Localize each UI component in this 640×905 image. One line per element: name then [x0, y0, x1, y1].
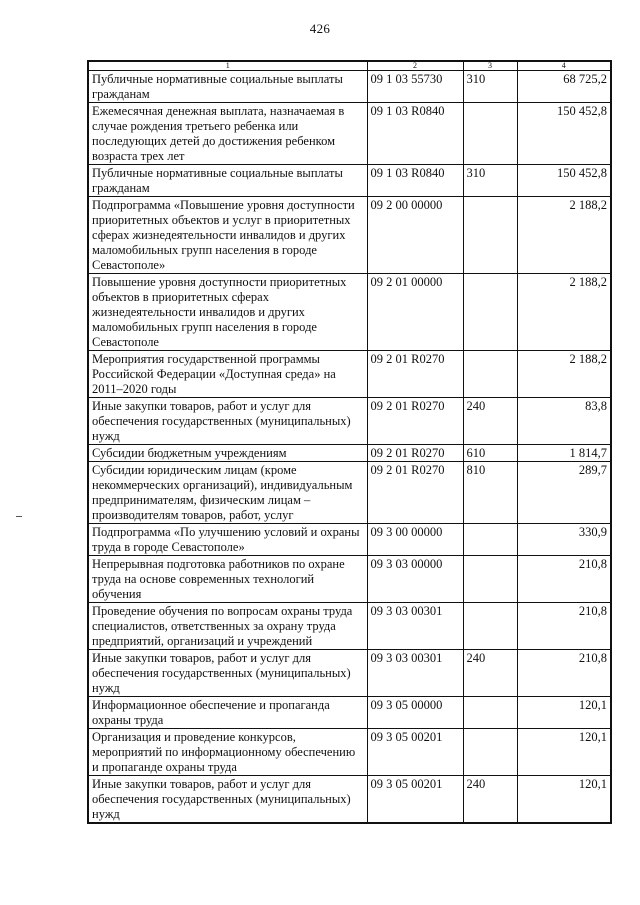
column-header-2: 2: [367, 61, 463, 71]
expense-type-cell: 610: [463, 445, 517, 462]
amount-cell: 120,1: [517, 776, 611, 824]
header-row: [88, 61, 611, 71]
table-row: [88, 650, 611, 697]
target-code-cell: 09 1 03 R0840: [367, 103, 463, 165]
expense-type-cell: [463, 197, 517, 274]
amount-cell: 210,8: [517, 650, 611, 697]
table-row: [88, 462, 611, 524]
table-row: [88, 524, 611, 556]
target-code-cell: 09 2 00 00000: [367, 197, 463, 274]
expense-type-cell: [463, 697, 517, 729]
table-row: [88, 556, 611, 603]
table-row: [88, 729, 611, 776]
expense-type-cell: 240: [463, 650, 517, 697]
item-name-cell: Ежемесячная денежная выплата, назначаемая в случае рождения третьего ребенка или последующих детей до достижения ребенком возраста трех лет: [88, 103, 367, 165]
table-row: [88, 274, 611, 351]
expense-type-cell: [463, 556, 517, 603]
item-name-cell: Субсидии бюджетным учреждениям: [88, 445, 367, 462]
target-code-cell: 09 3 05 00000: [367, 697, 463, 729]
amount-cell: 150 452,8: [517, 165, 611, 197]
item-name-cell: Проведение обучения по вопросам охраны труда специалистов, ответственных за охрану труда предприятий, организаций и учреждений: [88, 603, 367, 650]
target-code-cell: 09 3 05 00201: [367, 729, 463, 776]
amount-cell: 2 188,2: [517, 274, 611, 351]
table-row: [88, 398, 611, 445]
target-code-cell: 09 2 01 R0270: [367, 462, 463, 524]
expense-type-cell: 240: [463, 398, 517, 445]
target-code-cell: 09 2 01 R0270: [367, 351, 463, 398]
target-code-cell: 09 1 03 R0840: [367, 165, 463, 197]
amount-cell: 68 725,2: [517, 71, 611, 103]
item-name-cell: Информационное обеспечение и пропаганда охраны труда: [88, 697, 367, 729]
item-name-cell: Иные закупки товаров, работ и услуг для обеспечения государственных (муниципальных) нужд: [88, 650, 367, 697]
target-code-cell: 09 3 03 00301: [367, 650, 463, 697]
target-code-cell: 09 2 01 00000: [367, 274, 463, 351]
amount-cell: 1 814,7: [517, 445, 611, 462]
amount-cell: 83,8: [517, 398, 611, 445]
amount-cell: 150 452,8: [517, 103, 611, 165]
table-row: [88, 197, 611, 274]
item-name-cell: Организация и проведение конкурсов, мероприятий по информационному обеспечению и пропаганде охраны труда: [88, 729, 367, 776]
item-name-cell: Иные закупки товаров, работ и услуг для обеспечения государственных (муниципальных) нужд: [88, 776, 367, 824]
table-row: [88, 165, 611, 197]
column-header-1: 1: [88, 61, 367, 71]
expense-type-cell: 310: [463, 71, 517, 103]
table-body: [88, 71, 611, 824]
target-code-cell: 09 3 03 00301: [367, 603, 463, 650]
amount-cell: 289,7: [517, 462, 611, 524]
amount-cell: 210,8: [517, 603, 611, 650]
expense-type-cell: [463, 274, 517, 351]
column-header-4: 4: [517, 61, 611, 71]
target-code-cell: 09 3 00 00000: [367, 524, 463, 556]
item-name-cell: Непрерывная подготовка работников по охране труда на основе современных технологий обучения: [88, 556, 367, 603]
item-name-cell: Повышение уровня доступности приоритетных объектов в приоритетных сферах жизнедеятельности инвалидов и других маломобильных групп населения в городе Севастополе: [88, 274, 367, 351]
item-name-cell: Подпрограмма «По улучшению условий и охраны труда в городе Севастополе»: [88, 524, 367, 556]
expense-type-cell: [463, 729, 517, 776]
table-row: [88, 351, 611, 398]
item-name-cell: Подпрограмма «Повышение уровня доступности приоритетных объектов и услуг в приоритетных сферах жизнедеятельности инвалидов и других маломобильных групп населения в городе Севастополе»: [88, 197, 367, 274]
expense-type-cell: 810: [463, 462, 517, 524]
item-name-cell: Публичные нормативные социальные выплаты гражданам: [88, 71, 367, 103]
amount-cell: 120,1: [517, 729, 611, 776]
table-row: [88, 71, 611, 103]
expense-type-cell: 310: [463, 165, 517, 197]
target-code-cell: 09 1 03 55730: [367, 71, 463, 103]
expense-type-cell: [463, 103, 517, 165]
item-name-cell: Мероприятия государственной программы Российской Федерации «Доступная среда» на 2011–2020 годы: [88, 351, 367, 398]
expense-type-cell: [463, 351, 517, 398]
table-row: [88, 103, 611, 165]
expense-type-cell: 240: [463, 776, 517, 824]
target-code-cell: 09 3 05 00201: [367, 776, 463, 824]
table-header: [88, 61, 611, 71]
budget-table: [87, 60, 612, 824]
target-code-cell: 09 2 01 R0270: [367, 398, 463, 445]
table-row: [88, 603, 611, 650]
item-name-cell: Публичные нормативные социальные выплаты гражданам: [88, 165, 367, 197]
amount-cell: 120,1: [517, 697, 611, 729]
target-code-cell: 09 2 01 R0270: [367, 445, 463, 462]
amount-cell: 210,8: [517, 556, 611, 603]
expense-type-cell: [463, 603, 517, 650]
target-code-cell: 09 3 03 00000: [367, 556, 463, 603]
amount-cell: 2 188,2: [517, 197, 611, 274]
expense-type-cell: [463, 524, 517, 556]
item-name-cell: Субсидии юридическим лицам (кроме некоммерческих организаций), индивидуальным предпринимателям, физическим лицам – производителям товаров, работ, услуг: [88, 462, 367, 524]
column-header-3: 3: [463, 61, 517, 71]
table-row: [88, 697, 611, 729]
scan-mark: [16, 516, 22, 517]
amount-cell: 330,9: [517, 524, 611, 556]
table-row: [88, 445, 611, 462]
page-number: 426: [309, 21, 331, 36]
amount-cell: 2 188,2: [517, 351, 611, 398]
item-name-cell: Иные закупки товаров, работ и услуг для обеспечения государственных (муниципальных) нужд: [88, 398, 367, 445]
table-row: [88, 776, 611, 824]
